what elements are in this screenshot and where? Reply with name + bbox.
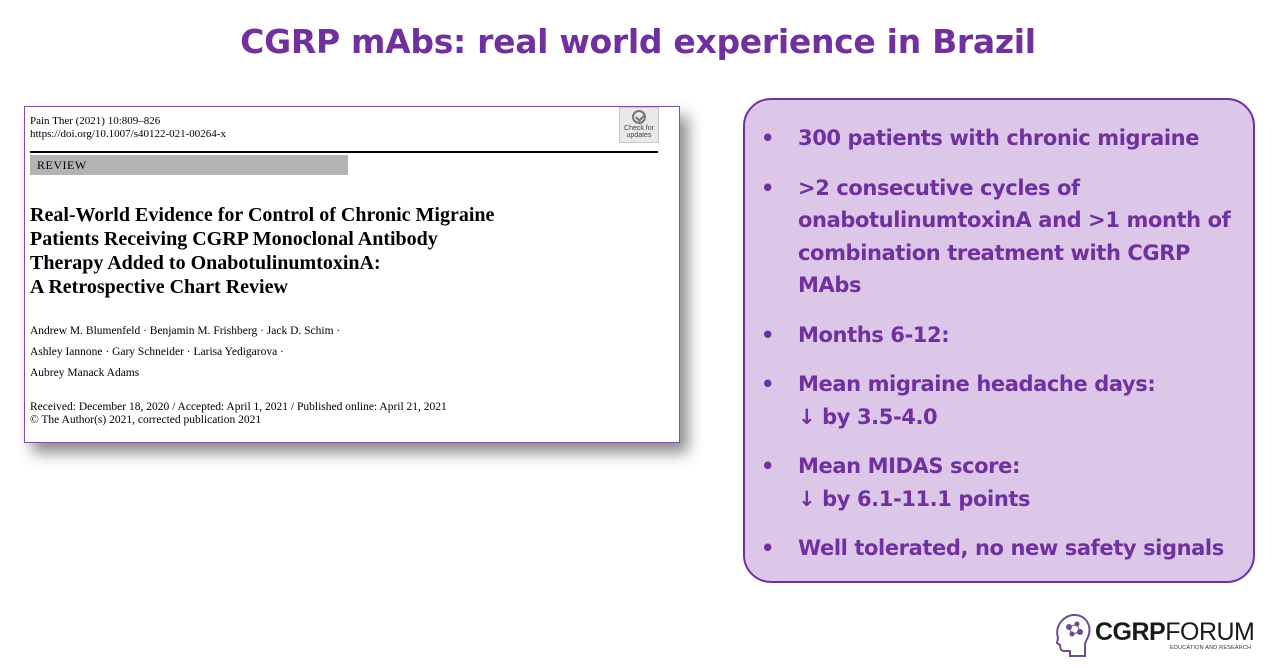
- bullet-item: [757, 532, 1247, 565]
- author-line: Aubrey Manack Adams: [30, 367, 140, 379]
- logo-wordmark: [1095, 618, 1254, 646]
- check-for-updates-badge: [619, 107, 659, 143]
- article-title-line: A Retrospective Chart Review: [30, 276, 288, 298]
- logo-brand-bold: CGRP: [1095, 618, 1166, 646]
- bullet-text: onabotulinumtoxinA and >1 month of: [798, 208, 1231, 232]
- article-title: [30, 203, 650, 299]
- bullet-text: ↓ by 3.5-4.0: [798, 404, 938, 429]
- cgrp-forum-logo: [1052, 612, 1258, 662]
- bullet-item: [757, 450, 1247, 515]
- header-rule: [30, 151, 658, 153]
- article-title-line: Patients Receiving CGRP Monoclonal Antibody: [30, 228, 438, 250]
- article-title-line: Real-World Evidence for Control of Chronic Migraine: [30, 204, 495, 226]
- logo-brand-regular: FORUM: [1165, 618, 1255, 646]
- dates-line: Received: December 18, 2020 / Accepted: April 1, 2021 / Published online: April 21, 2021: [30, 401, 447, 413]
- summary-box: [743, 98, 1255, 583]
- journal-citation: [30, 115, 226, 141]
- bullet-text: Mean migraine headache days:: [798, 372, 1156, 396]
- paper-excerpt: [24, 106, 680, 443]
- bullet-item: [757, 368, 1247, 433]
- bullet-text: 300 patients with chronic migraine: [798, 126, 1200, 150]
- bullet-icon: •: [761, 454, 775, 478]
- bullet-icon: •: [761, 536, 775, 560]
- copyright-line: © The Author(s) 2021, corrected publication 2021: [30, 414, 262, 426]
- slide-title: CGRP mAbs: real world experience in Brazil: [240, 22, 1036, 61]
- author-line: Ashley Iannone · Gary Schneider · Larisa Yedigarova ·: [30, 346, 284, 358]
- publication-dates: [30, 401, 447, 427]
- bullet-icon: •: [761, 372, 775, 396]
- check-updates-label-2: updates: [626, 132, 652, 139]
- check-updates-label-1: Check for: [624, 125, 654, 132]
- author-line: Andrew M. Blumenfeld · Benjamin M. Frishberg · Jack D. Schim ·: [30, 325, 341, 337]
- bullet-text: Mean MIDAS score:: [798, 454, 1020, 478]
- article-title-line: Therapy Added to OnabotulinumtoxinA:: [30, 252, 381, 274]
- bullet-icon: •: [761, 322, 775, 347]
- bullet-text: MAbs: [798, 273, 862, 297]
- journal-reference: Pain Ther (2021) 10:809–826: [30, 115, 161, 127]
- bullet-item: [757, 122, 1247, 155]
- summary-bullets: [757, 122, 1247, 582]
- bullet-text: >2 consecutive cycles of: [798, 175, 1080, 200]
- doi-link: https://doi.org/10.1007/s40122-021-00264-x: [30, 128, 226, 140]
- bullet-text: Well tolerated, no new safety signals: [798, 536, 1224, 560]
- logo-tagline: EDUCATION AND RESEARCH: [1170, 645, 1252, 651]
- bullet-text: ↓ by 6.1-11.1 points: [798, 486, 1031, 511]
- bullet-icon: •: [761, 175, 775, 200]
- author-list: [30, 321, 340, 384]
- check-updates-icon: [632, 110, 646, 124]
- bullet-text: Months 6-12:: [798, 322, 950, 347]
- bullet-item: [757, 172, 1247, 302]
- bullet-item: [757, 319, 1247, 352]
- section-label: REVIEW: [30, 155, 348, 175]
- bullet-icon: •: [761, 126, 775, 150]
- head-brain-icon: [1052, 612, 1092, 660]
- bullet-text: combination treatment with CGRP: [798, 240, 1191, 265]
